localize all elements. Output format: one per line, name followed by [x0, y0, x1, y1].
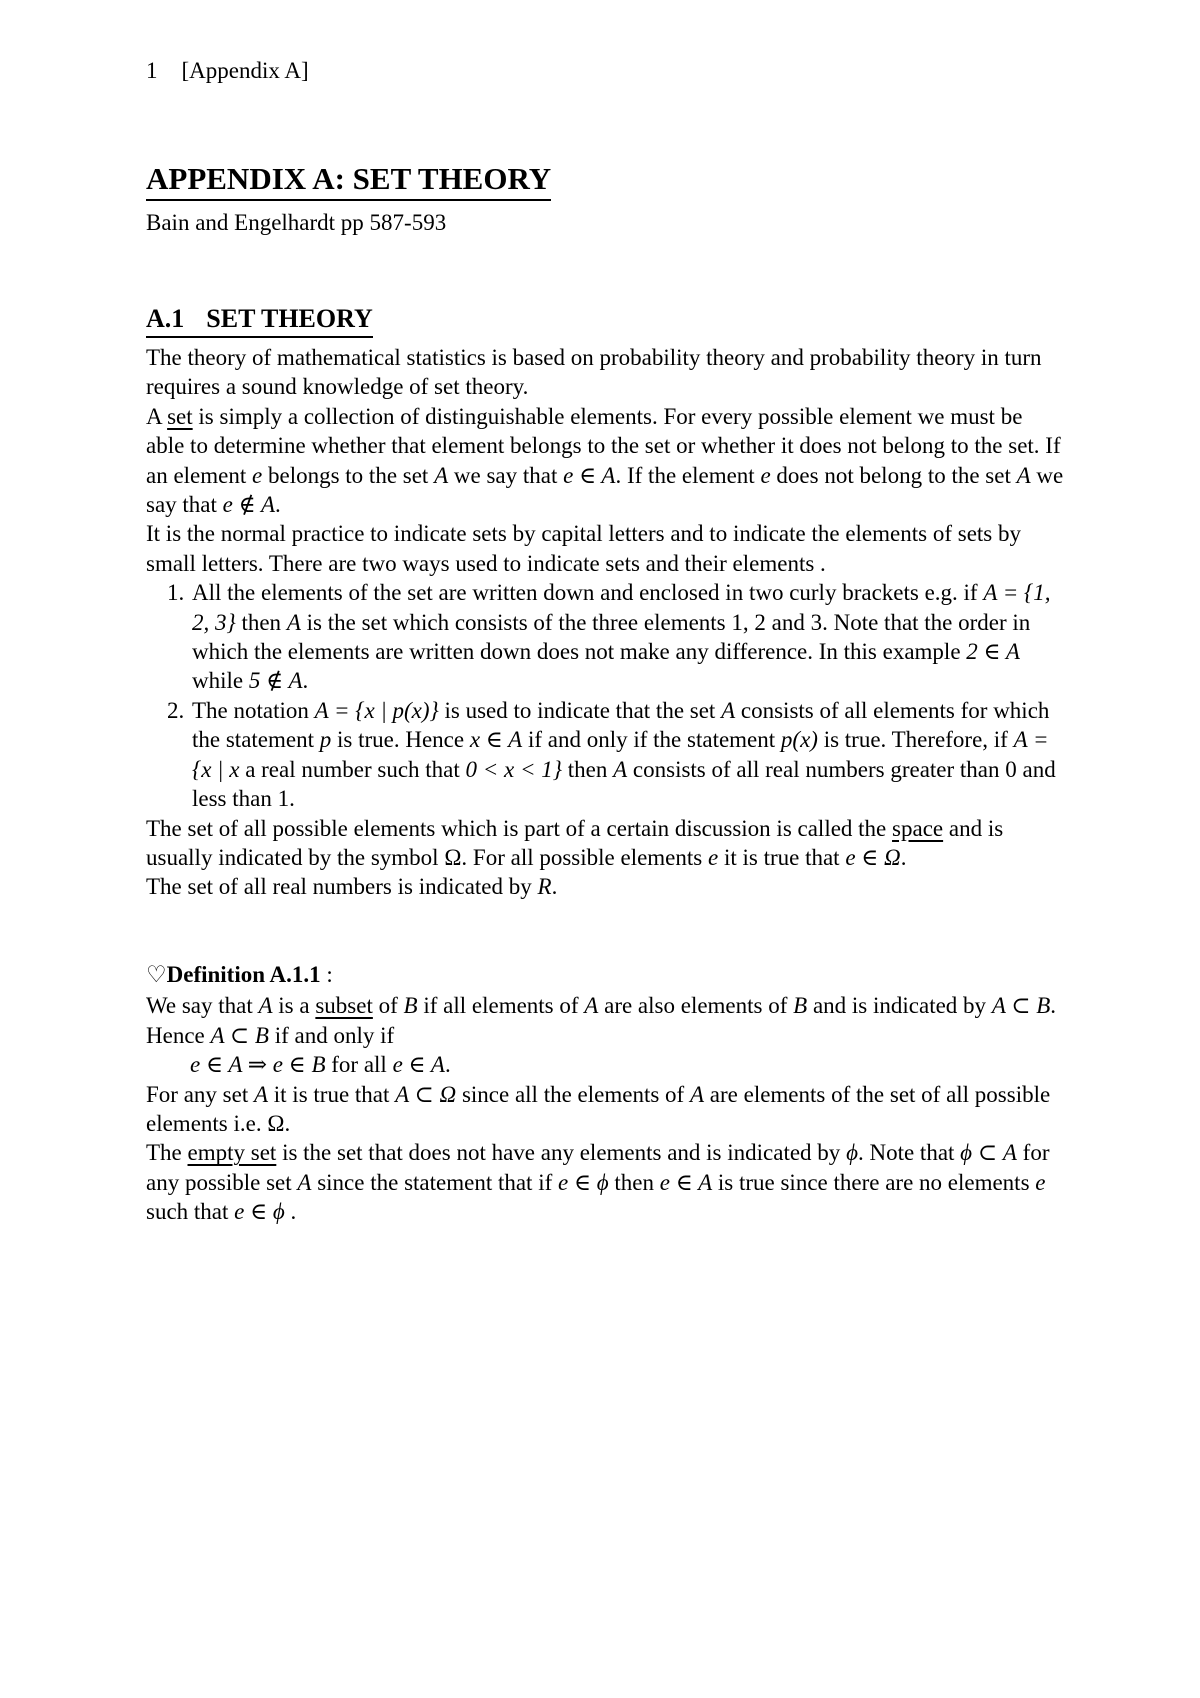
definition-block	[146, 960, 1066, 1227]
paragraph-space: The set of all possible elements which is part of a certain discussion is called the space and is usually indicated by the symbol Ω. For all possible elements e it is true that e ∈ Ω.	[146, 815, 1004, 870]
list-item: 1. All the elements of the set are written down and enclosed in two curly brackets e.g. if A = {1, 2, 3} then A is the set which consists of the three elements 1, 2 and 3. Note that the order in which the elements are written down does not make any difference. In this example 2 ∈ A while 5 ∉ A.	[190, 578, 1066, 696]
heart-icon: ♡	[146, 962, 167, 987]
definition-heading: ♡Definition A.1.1 :	[146, 962, 333, 987]
paragraph-empty-set: The empty set is the set that does not have any elements and is indicated by ϕ. Note that ϕ ⊂ A for any possible set A since the statement that if e ∈ ϕ then e ∈ A is true since there are no elements e such that e ∈ ϕ .	[146, 1140, 1050, 1225]
section-heading	[146, 303, 373, 338]
paragraph-real-numbers: The set of all real numbers is indicated by R.	[146, 874, 558, 900]
term-subset: subset	[315, 993, 373, 1019]
page-header	[146, 58, 309, 84]
paragraph-intro: The theory of mathematical statistics is based on probability theory and probability theory in turn requires a sound knowledge of set theory.	[146, 345, 1042, 400]
notation-list	[146, 578, 1066, 813]
page-subtitle: Bain and Engelhardt pp 587-593	[146, 210, 447, 235]
definition-label: Definition A.1.1	[166, 962, 321, 987]
section-body	[146, 343, 1066, 902]
page-number: 1	[146, 58, 158, 83]
list-item: 2. The notation A = {x | p(x)} is used to indicate that the set A consists of all elements for which the statement p is true. Hence x ∈ A if and only if the statement p(x) is true. Therefore, if A = {x | x a real number such that 0 < x < 1} then A consists of all real numbers greater than 0 and less than 1.	[190, 696, 1066, 814]
section-title: SET THEORY	[206, 304, 373, 333]
header-label: [Appendix A]	[181, 58, 309, 83]
formula-subset: e ∈ A ⇒ e ∈ B for all e ∈ A.	[190, 1052, 451, 1078]
term-empty-set: empty set	[187, 1140, 277, 1166]
term-set: set	[167, 403, 193, 429]
paragraph-omega: For any set A it is true that A ⊂ Ω since all the elements of A are elements of the set of all possible elements i.e. Ω.	[146, 1081, 1051, 1137]
page-title: APPENDIX A: SET THEORY	[146, 160, 551, 201]
paragraph-notation: It is the normal practice to indicate sets by capital letters and to indicate the elements of sets by small letters. There are two ways used to indicate sets and their elements .	[146, 521, 1021, 576]
paragraph-subset: We say that A is a subset of B if all elements of A are also elements of B and is indicated by A ⊂ B. Hence A ⊂ B if and only if	[146, 993, 1057, 1048]
paragraph-set-definition: A set is simply a collection of distinguishable elements. For every possible element we must be able to determine whether that element belongs to the set or whether it does not belong to the set. If an element e belongs to the set A we say that e ∈ A. If the element e does not belong to the set A we say that e ∉ A.	[146, 403, 1064, 518]
section-number: A.1	[146, 304, 185, 333]
term-space: space	[892, 815, 944, 841]
